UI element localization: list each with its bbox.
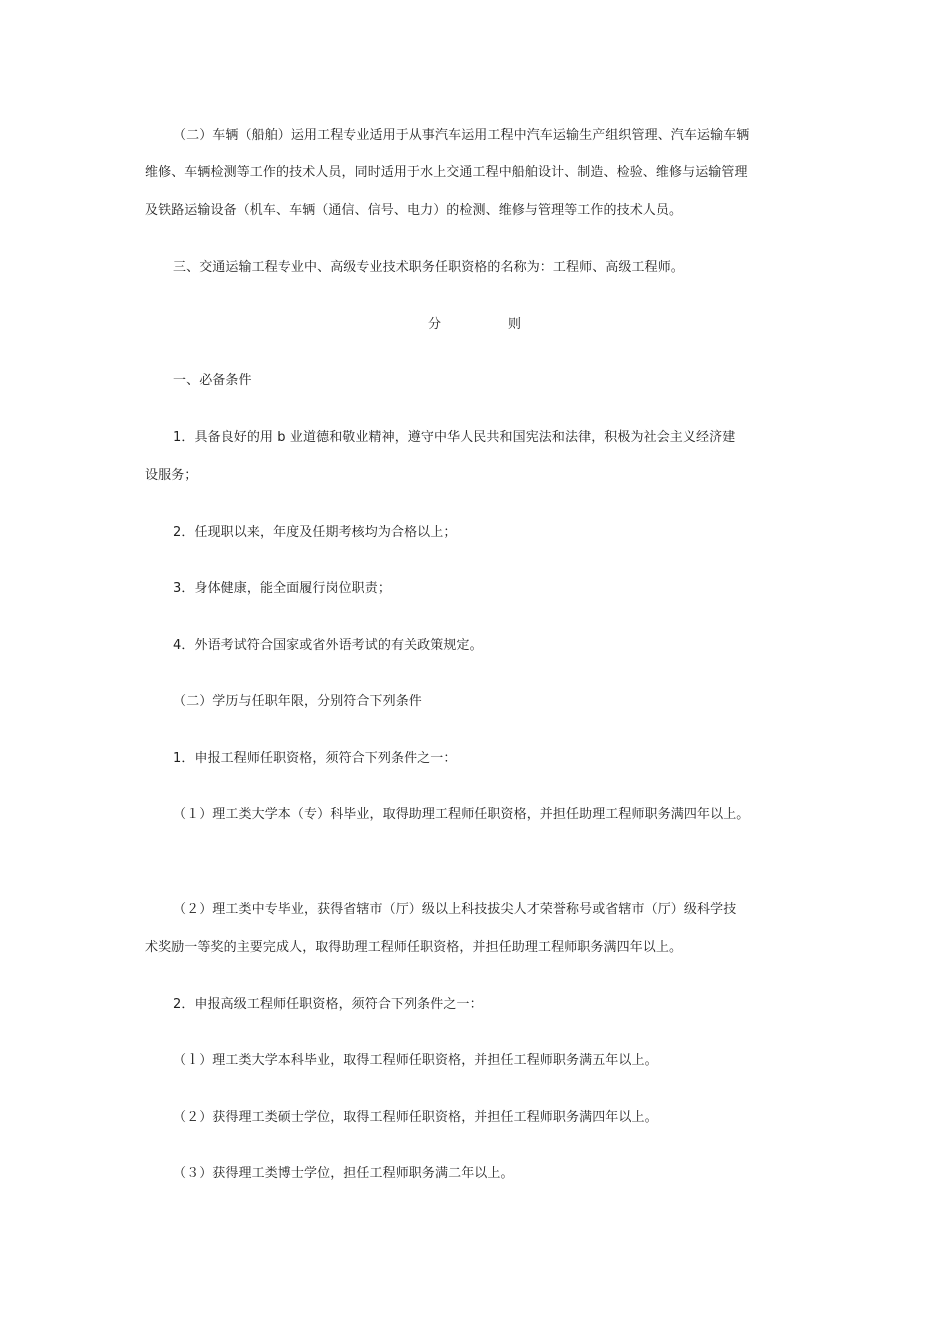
section-heading-left: 分 [428,317,442,332]
paragraph-line: 及铁路运输设备（机车、车辆（通信、信号、电力）的检测、维修与管理等工作的技术人员。 [145,203,683,218]
section-title: 一、必备条件 [173,373,252,388]
list-item: 1．申报工程师任职资格，须符合下列条件之一： [173,751,457,766]
sub-item: （３）获得理工类博士学位，担任工程师职务满二年以上。 [173,1166,514,1181]
sub-item-continuation: 术奖励一等奖的主要完成人，取得助理工程师任职资格，并担任助理工程师职务满四年以上。 [145,940,683,955]
list-item: 2．任现职以来，年度及任期考核均为合格以上； [173,525,457,540]
paragraph-line: （二）车辆（船舶）运用工程专业适用于从事汽车运用工程中汽车运输生产组织管理、汽车运输车辆 [173,128,750,143]
sub-item: （２）获得理工类硕士学位，取得工程师任职资格，并担任工程师职务满四年以上。 [173,1110,658,1125]
paragraph: 三、交通运输工程专业中、高级专业技术职务任职资格的名称为：工程师、高级工程师。 [173,260,684,275]
section-heading-right: 则 [508,317,522,332]
paragraph-line: 维修、车辆检测等工作的技术人员，同时适用于水上交通工程中船舶设计、制造、检验、维修与运输管理 [145,165,748,180]
sub-item: （１）理工类大学本（专）科毕业，取得助理工程师任职资格，并担任助理工程师职务满四年以上。 [173,807,750,822]
list-item: 1．具备良好的用 b 业道德和敬业精神，遵守中华人民共和国宪法和法律，积极为社会主义经济建 [173,430,736,445]
section-title: （二）学历与任职年限，分别符合下列条件 [173,694,422,709]
sub-item: （ｌ）理工类大学本科毕业，取得工程师任职资格，并担任工程师职务满五年以上。 [173,1053,658,1068]
list-item: 2．申报高级工程师任职资格，须符合下列条件之一： [173,997,483,1012]
sub-item: （２）理工类中专毕业，获得省辖市（厅）级以上科技拔尖人才荣誉称号或省辖市（厅）级科学技 [173,902,737,917]
list-item: 4．外语考试符合国家或省外语考试的有关政策规定。 [173,638,483,653]
list-item-continuation: 设服务； [145,468,198,483]
list-item: 3．身体健康，能全面履行岗位职责； [173,581,391,596]
